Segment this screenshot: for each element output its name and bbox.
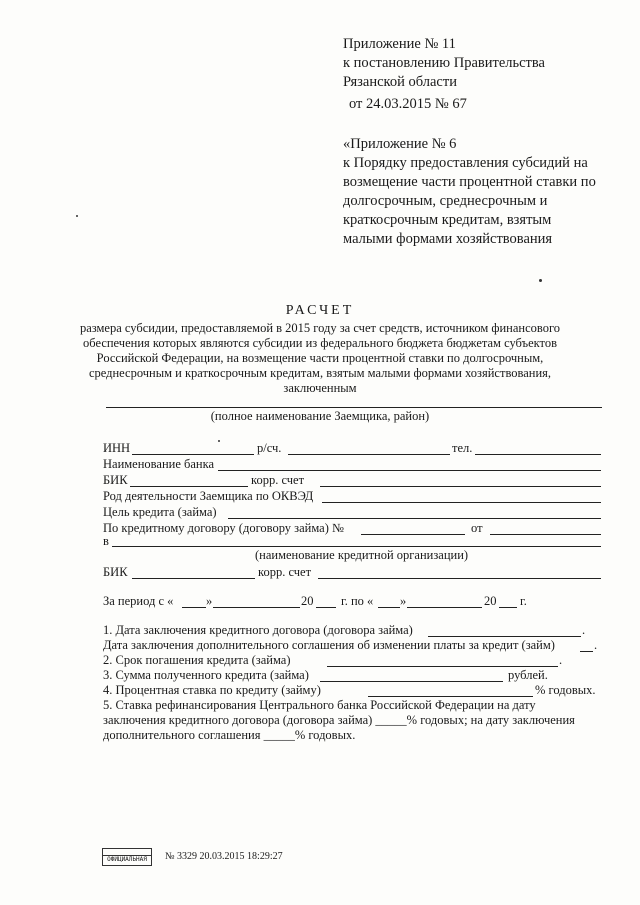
item2-label: 2. Срок погашения кредита (займа) — [103, 653, 291, 667]
period-from-month-field[interactable] — [213, 607, 300, 608]
scan-speck — [539, 279, 542, 282]
period-end: г. — [520, 594, 527, 608]
title-line3: Российской Федерации, на возмещение части процентной ставки по долгосрочным, — [96, 351, 544, 365]
document-title: РАСЧЕТ — [285, 303, 355, 318]
period-to-year-field[interactable] — [499, 607, 517, 608]
rs-label: р/сч. — [257, 441, 282, 455]
bank-name-label: Наименование банка — [103, 457, 215, 471]
item3-field[interactable] — [320, 681, 503, 682]
period-to-month-field[interactable] — [407, 607, 482, 608]
annex-header-line1: Приложение № 11 — [343, 36, 456, 52]
inn-field[interactable] — [132, 454, 254, 455]
period-prefix: За период с « — [103, 594, 174, 608]
purpose-field[interactable] — [228, 518, 601, 519]
okved-label: Род деятельности Заемщика по ОКВЭД — [103, 489, 314, 503]
item1-label: 1. Дата заключения кредитного договора (договора займа) — [103, 623, 413, 637]
tel-label: тел. — [452, 441, 473, 455]
contract-date-field[interactable] — [490, 534, 601, 535]
item2-end: . — [559, 653, 563, 667]
annex6-line4: долгосрочным, среднесрочным и — [343, 193, 548, 209]
annex6-line3: возмещение части процентной ставки по — [343, 174, 596, 190]
item5-line2: заключения кредитного договора (договора займа) _____% годовых; на дату заключения — [103, 713, 575, 727]
annex-header-line2: к постановлению Правительства — [343, 55, 545, 71]
scan-speck — [76, 215, 78, 217]
annex6-line5: краткосрочным кредитам, взятым — [343, 212, 552, 228]
registration-stamp — [102, 848, 152, 866]
item4-field[interactable] — [368, 696, 533, 697]
item4-end: % годовых. — [535, 683, 596, 697]
korr2-label: корр. счет — [258, 565, 312, 579]
annex-header-date: от 24.03.2015 № 67 — [349, 96, 467, 112]
item1b-end: . — [594, 638, 598, 652]
annex6-line6: малыми формами хозяйствования — [343, 231, 553, 247]
tel-field[interactable] — [475, 454, 601, 455]
item5-line1: 5. Ставка рефинансирования Центрального банка Российской Федерации на дату — [103, 698, 536, 712]
item1b-label: Дата заключения дополнительного соглашения об изменении платы за кредит (займ) — [103, 638, 555, 652]
item3-end: рублей. — [508, 668, 548, 682]
inn-label: ИНН — [103, 441, 131, 455]
item2-field[interactable] — [327, 666, 558, 667]
contract-ot-label: от — [471, 521, 483, 535]
okved-field[interactable] — [322, 502, 601, 503]
title-line1: размера субсидии, предоставляемой в 2015 году за счет средств, источником финансового — [79, 321, 561, 335]
annex-header-line3: Рязанской области — [343, 74, 457, 90]
bik-label: БИК — [103, 473, 128, 487]
contract-number-field[interactable] — [361, 534, 465, 535]
title-line5: заключенным — [283, 381, 357, 395]
v-label: в — [103, 534, 109, 548]
scan-speck — [218, 440, 220, 442]
period-to-day-field[interactable] — [378, 607, 400, 608]
bik2-field[interactable] — [132, 578, 255, 579]
korr-field[interactable] — [320, 486, 601, 487]
item5-line3: дополнительного соглашения _____% годовых. — [103, 728, 356, 742]
period-mid: г. по « — [341, 594, 374, 608]
item1-field[interactable] — [428, 636, 581, 637]
period-quote2: » — [400, 594, 407, 608]
annex6-line1: «Приложение № 6 — [343, 136, 457, 152]
borrower-name-field[interactable] — [106, 407, 602, 408]
title-line2: обеспечения которых являются субсидии из федерального бюджета бюджетам субъектов — [83, 336, 557, 350]
purpose-label: Цель кредита (займа) — [103, 505, 217, 519]
period-from-year-field[interactable] — [316, 607, 336, 608]
rs-field[interactable] — [288, 454, 450, 455]
korr-label: корр. счет — [251, 473, 305, 487]
credit-org-field[interactable] — [112, 546, 601, 547]
stamp-text: ОФИЦИАЛЬНАЯ — [107, 856, 147, 863]
period-year1: 20 — [301, 594, 314, 608]
period-year2: 20 — [484, 594, 497, 608]
item3-label: 3. Сумма полученного кредита (займа) — [103, 668, 309, 682]
bank-name-field[interactable] — [218, 470, 601, 471]
document-registration-ref: № 3329 20.03.2015 18:29:27 — [165, 851, 283, 862]
org-caption: (наименование кредитной организации) — [255, 548, 469, 562]
korr2-field[interactable] — [318, 578, 601, 579]
bik2-label: БИК — [103, 565, 128, 579]
stamp-decor — [103, 849, 151, 856]
borrower-caption: (полное наименование Заемщика, район) — [210, 409, 430, 423]
period-from-day-field[interactable] — [182, 607, 206, 608]
contract-label: По кредитному договору (договору займа) № — [103, 521, 344, 535]
item4-label: 4. Процентная ставка по кредиту (займу) — [103, 683, 321, 697]
annex6-line2: к Порядку предоставления субсидий на — [343, 155, 588, 171]
title-line4: среднесрочным и краткосрочным кредитам, взятым малыми формами хозяйствования, — [88, 366, 552, 380]
item1-end: . — [582, 623, 586, 637]
period-quote1: » — [206, 594, 213, 608]
bik-field[interactable] — [130, 486, 248, 487]
item1b-field[interactable] — [580, 651, 593, 652]
